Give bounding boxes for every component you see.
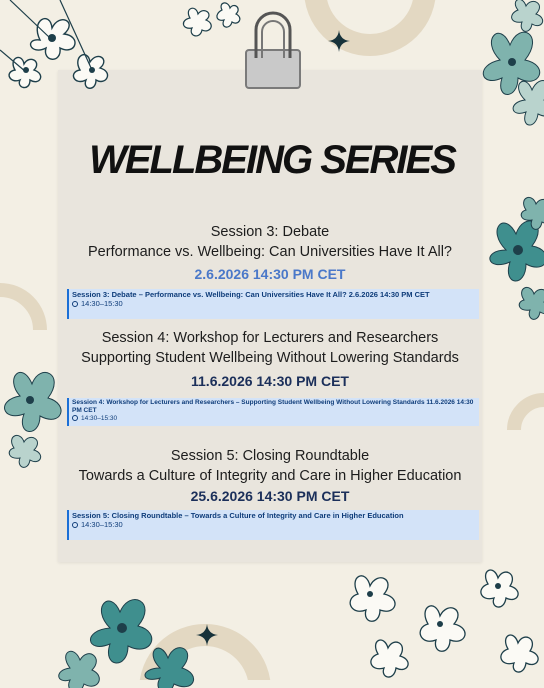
session-3-date: 2.6.2026 14:30 PM CET <box>194 266 346 282</box>
calendar-event-time: 14:30–15:30 <box>81 415 118 422</box>
calendar-event-title: Session 5: Closing Roundtable – Towards a Culture of Integrity and Care in Higher Education <box>72 511 404 520</box>
calendar-event-time: 14:30–15:30 <box>81 299 123 308</box>
flower-icon <box>170 0 250 40</box>
clock-icon <box>72 301 78 307</box>
session-4-subtitle: Supporting Student Wellbeing Without Lowering Standards <box>81 350 459 366</box>
flower-icon <box>440 0 544 150</box>
session-5-calendar-event[interactable] <box>67 510 479 540</box>
flower-icon <box>0 0 130 110</box>
session-5-name: Session 5: Closing Roundtable <box>170 448 370 464</box>
calendar-event-time: 14:30–15:30 <box>81 520 123 529</box>
clock-icon <box>72 415 78 421</box>
sparkle-icon <box>328 30 350 52</box>
session-5-subtitle: Towards a Culture of Integrity and Care in Higher Education <box>78 468 462 484</box>
calendar-event-title: Session 4: Workshop for Lecturers and Researchers – Supporting Student Wellbeing Without Lowering Standards 11.6.2026 14:30 PM CET <box>72 399 474 414</box>
session-5-heading <box>58 446 482 486</box>
calendar-event-title: Session 3: Debate – Performance vs. Wellbeing: Can Universities Have It All? 2.6.2026 14:30 PM CET <box>72 290 430 299</box>
session-3-name: Session 3: Debate <box>210 224 330 240</box>
session-5-date: 25.6.2026 14:30 PM CET <box>190 488 350 504</box>
session-4-date: 11.6.2026 14:30 PM CET <box>191 373 349 389</box>
flower-icon <box>318 564 544 684</box>
page-title: WELLBEING SERIES <box>89 138 455 182</box>
session-3-heading <box>58 222 482 262</box>
flower-icon <box>40 588 230 688</box>
session-3-calendar-event[interactable] <box>67 289 479 319</box>
session-4-heading <box>58 328 482 368</box>
session-4-calendar-event[interactable] <box>67 398 479 426</box>
session-3-subtitle: Performance vs. Wellbeing: Can Universities Have It All? <box>88 244 452 260</box>
clock-icon <box>72 522 78 528</box>
session-4-name: Session 4: Workshop for Lecturers and Researchers <box>101 330 439 346</box>
